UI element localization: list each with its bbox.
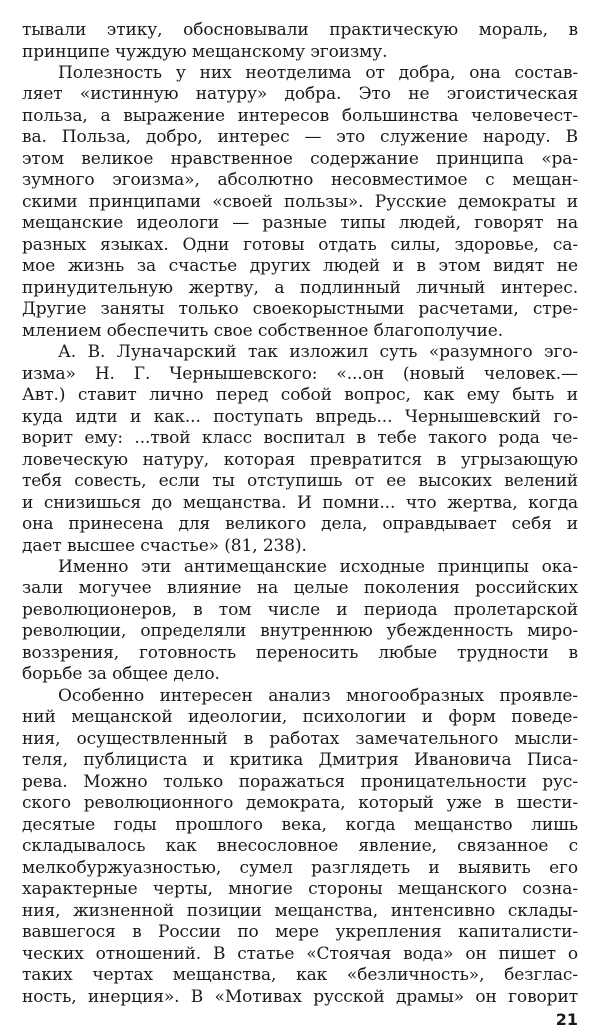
text-line: она принесена для великого дела, оправдывает себя и	[22, 514, 578, 534]
text-line: зумного эгоизма», абсолютно несовместимое с мещан-	[22, 170, 578, 191]
text-line: куда идти и как... поступать впредь... Чернышевский го-	[22, 406, 578, 427]
text-line: ского революционного демократа, который уже в шести-	[22, 793, 578, 814]
text-line: революции, определяли внутреннюю убежденность миро-	[22, 621, 578, 642]
text-line: мещанские идеологи — разные типы людей, говорят на	[22, 213, 578, 234]
text-line: Другие заняты только своекорыстными расчетами, стре-	[22, 299, 578, 320]
text-line: рева. Можно только поражаться проницательности рус-	[22, 771, 578, 792]
text-line: млением обеспечить свое собственное благополучие.	[22, 320, 504, 341]
text-line: ловеческую натуру, которая превратится в угрызающую	[22, 449, 578, 470]
text-line: десятые годы прошлого века, когда мещанство лишь	[22, 814, 578, 835]
text-line: складывалось как внесословное явление, связанное с	[22, 836, 578, 857]
text-line: Полезность у них неотделима от добра, она состав-	[58, 63, 578, 83]
text-line: принудительную жертву, а подлинный личный интерес.	[22, 277, 578, 298]
text-line: ческих отношений. В статье «Стоячая вода» он пишет о	[22, 943, 578, 964]
text-line: скими принципами «своей пользы». Русские демократы и	[22, 191, 578, 212]
text-line: тебя совесть, если ты отступишь от ее высоких велений	[22, 471, 578, 491]
text-line: А. В. Луначарский так изложил суть «разумного эго-	[58, 342, 578, 363]
text-line: таких чертах мещанства, как «безличность», безглас-	[22, 965, 578, 985]
text-line: ния, жизненной позиции мещанства, интенсивно склады-	[22, 900, 578, 921]
text-line: ний мещанской идеологии, психологии и форм поведе-	[22, 707, 578, 728]
text-line: характерные черты, многие стороны мещанского созна-	[22, 879, 578, 900]
text-line: теля, публициста и критика Дмитрия Ивановича Писа-	[22, 750, 578, 771]
text-line: Особенно интересен анализ многообразных проявле-	[58, 685, 578, 706]
text-line: изма» Н. Г. Чернышевского: «...он (новый человек.—	[22, 363, 578, 384]
text-line: ворит ему: ...твой класс воспитал в тебе такого рода че-	[22, 428, 578, 449]
text-line: принципе чуждую мещанскому эгоизму.	[22, 41, 388, 62]
text-line: мое жизнь за счастье других людей и в этом видят не	[22, 256, 578, 277]
text-line: революционеров, в том числе и периода пролетарской	[22, 599, 578, 620]
text-line: вавшегося в России по мере укрепления капиталисти-	[22, 922, 578, 943]
text-line: этом великое нравственное содержание принципа «ра-	[22, 148, 578, 169]
text-line: Именно эти антимещанские исходные принципы ока-	[58, 557, 578, 577]
text-line: разных языках. Одни готовы отдать силы, здоровье, са-	[22, 234, 578, 255]
text-line: польза, а выражение интересов большинства человечест-	[22, 105, 578, 126]
text-line: дает высшее счастье» (81, 238).	[22, 535, 307, 556]
text-line: воззрения, готовность переносить любые трудности в	[22, 642, 578, 663]
text-line: зали могучее влияние на целые поколения российских	[22, 578, 578, 599]
text-line: ва. Польза, добро, интерес — это служение народу. В	[22, 127, 578, 148]
text-line: Авт.) ставит лично перед собой вопрос, как ему быть и	[22, 385, 578, 406]
text-line: ность, инерция». В «Мотивах русской драмы» он говорит	[22, 986, 578, 1007]
text-line: и снизишься до мещанства. И помни... что жертва, когда	[22, 492, 578, 513]
text-line: мелкобуржуазностью, сумел разглядеть и выявить его	[22, 857, 578, 878]
page-number: 21	[555, 1010, 578, 1029]
text-line: ния, осуществленный в работах замечательного мысли-	[22, 728, 578, 749]
text-line: тывали этику, обосновывали практическую мораль, в	[22, 20, 578, 40]
text-line: ляет «истинную натуру» добра. Это не эгоистическая	[22, 84, 578, 105]
text-line: борьбе за общее дело.	[22, 664, 220, 685]
